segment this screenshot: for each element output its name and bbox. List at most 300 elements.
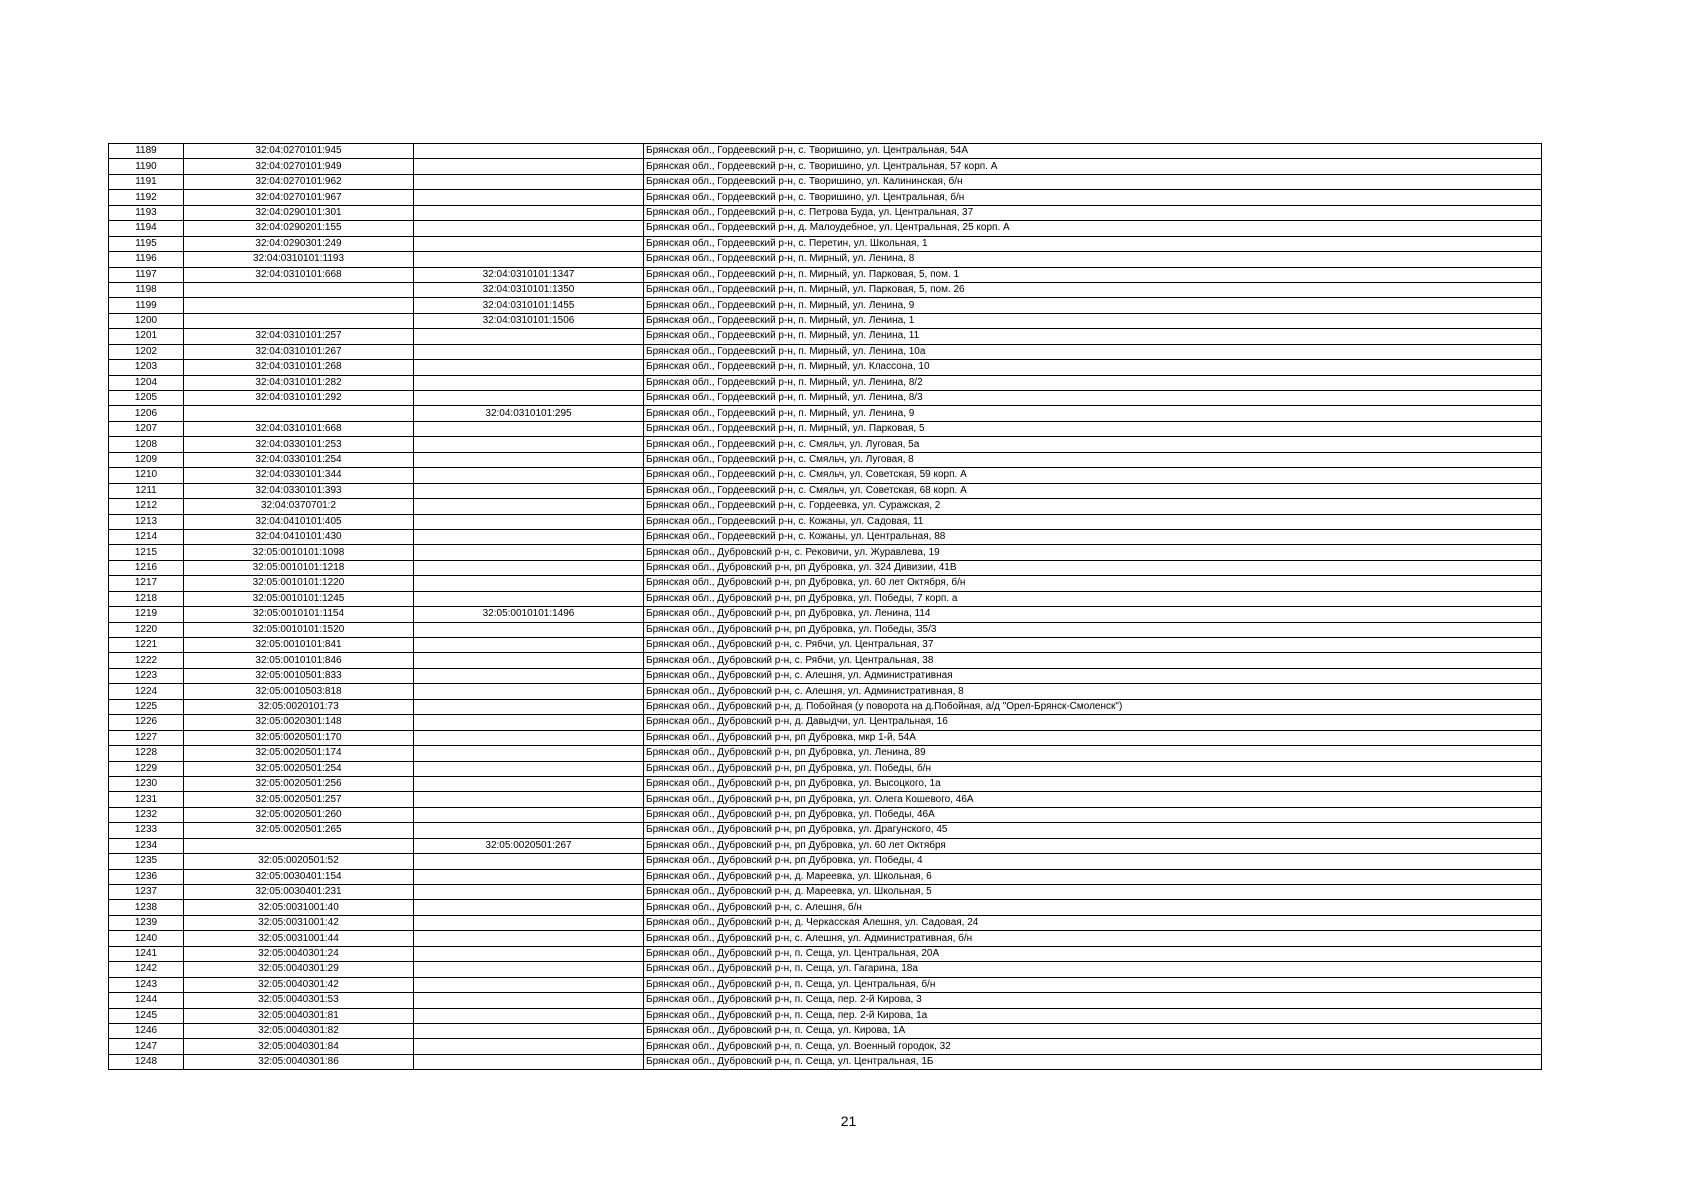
cadastral-number-cell: 32:04:0310101:292: [184, 391, 414, 406]
related-cadastral-number-cell: [414, 329, 644, 344]
table-row: [109, 545, 1542, 560]
table-row: [109, 622, 1542, 637]
address-cell: Брянская обл., Гордеевский р-н, с. Творишино, ул. Центральная, 54А: [644, 144, 1542, 159]
row-number-cell: 1230: [109, 776, 184, 791]
cadastral-number-cell: 32:04:0310101:267: [184, 344, 414, 359]
cadastral-number-cell: 32:04:0330101:254: [184, 452, 414, 467]
cadastral-number-cell: 32:05:0020501:256: [184, 776, 414, 791]
related-cadastral-number-cell: [414, 638, 644, 653]
registry-table-body: [109, 144, 1542, 1070]
cadastral-number-cell: 32:04:0410101:430: [184, 529, 414, 544]
row-number-cell: 1223: [109, 668, 184, 683]
table-row: [109, 715, 1542, 730]
related-cadastral-number-cell: [414, 560, 644, 575]
related-cadastral-number-cell: 32:04:0310101:295: [414, 406, 644, 421]
cadastral-number-cell: 32:05:0040301:53: [184, 993, 414, 1008]
related-cadastral-number-cell: [414, 576, 644, 591]
table-row: [109, 329, 1542, 344]
address-cell: Брянская обл., Дубровский р-н, рп Дубровка, ул. Победы, 4: [644, 854, 1542, 869]
related-cadastral-number-cell: 32:05:0010101:1496: [414, 607, 644, 622]
table-row: [109, 792, 1542, 807]
cadastral-number-cell: [184, 406, 414, 421]
related-cadastral-number-cell: [414, 499, 644, 514]
row-number-cell: 1236: [109, 869, 184, 884]
table-row: [109, 560, 1542, 575]
cadastral-number-cell: 32:05:0040301:84: [184, 1039, 414, 1054]
address-cell: Брянская обл., Гордеевский р-н, п. Мирный, ул. Ленина, 9: [644, 406, 1542, 421]
related-cadastral-number-cell: [414, 375, 644, 390]
row-number-cell: 1235: [109, 854, 184, 869]
row-number-cell: 1189: [109, 144, 184, 159]
table-row: [109, 607, 1542, 622]
cadastral-number-cell: [184, 298, 414, 313]
table-row: [109, 885, 1542, 900]
row-number-cell: 1196: [109, 252, 184, 267]
address-cell: Брянская обл., Дубровский р-н, п. Сеща, ул. Гагарина, 18а: [644, 962, 1542, 977]
row-number-cell: 1212: [109, 499, 184, 514]
row-number-cell: 1215: [109, 545, 184, 560]
row-number-cell: 1239: [109, 915, 184, 930]
table-row: [109, 591, 1542, 606]
related-cadastral-number-cell: [414, 684, 644, 699]
row-number-cell: 1226: [109, 715, 184, 730]
address-cell: Брянская обл., Дубровский р-н, с. Алешня, ул. Административная, б/н: [644, 931, 1542, 946]
table-row: [109, 807, 1542, 822]
row-number-cell: 1202: [109, 344, 184, 359]
address-cell: Брянская обл., Гордеевский р-н, п. Мирный, ул. Ленина, 8/2: [644, 375, 1542, 390]
address-cell: Брянская обл., Гордеевский р-н, с. Смяльч, ул. Луговая, 8: [644, 452, 1542, 467]
address-cell: Брянская обл., Дубровский р-н, д. Побойная (у поворота на д.Побойная, а/д "Орел-Брянск-Смоленск"): [644, 699, 1542, 714]
related-cadastral-number-cell: [414, 236, 644, 251]
address-cell: Брянская обл., Гордеевский р-н, п. Мирный, ул. Ленина, 8: [644, 252, 1542, 267]
table-row: [109, 391, 1542, 406]
table-row: [109, 452, 1542, 467]
row-number-cell: 1227: [109, 730, 184, 745]
row-number-cell: 1211: [109, 483, 184, 498]
related-cadastral-number-cell: [414, 221, 644, 236]
address-cell: Брянская обл., Дубровский р-н, рп Дубровка, ул. Победы, б/н: [644, 761, 1542, 776]
related-cadastral-number-cell: [414, 1008, 644, 1023]
cadastral-number-cell: 32:04:0270101:967: [184, 190, 414, 205]
row-number-cell: 1197: [109, 267, 184, 282]
table-row: [109, 931, 1542, 946]
related-cadastral-number-cell: [414, 174, 644, 189]
table-row: [109, 205, 1542, 220]
cadastral-number-cell: 32:05:0010101:1218: [184, 560, 414, 575]
related-cadastral-number-cell: [414, 668, 644, 683]
related-cadastral-number-cell: [414, 360, 644, 375]
table-row: [109, 344, 1542, 359]
table-row: [109, 437, 1542, 452]
row-number-cell: 1237: [109, 885, 184, 900]
cadastral-number-cell: 32:05:0010503:818: [184, 684, 414, 699]
cadastral-number-cell: [184, 838, 414, 853]
row-number-cell: 1207: [109, 421, 184, 436]
related-cadastral-number-cell: [414, 885, 644, 900]
row-number-cell: 1234: [109, 838, 184, 853]
address-cell: Брянская обл., Гордеевский р-н, с. Творишино, ул. Центральная, 57 корп. А: [644, 159, 1542, 174]
row-number-cell: 1205: [109, 391, 184, 406]
row-number-cell: 1219: [109, 607, 184, 622]
table-row: [109, 1008, 1542, 1023]
row-number-cell: 1246: [109, 1023, 184, 1038]
related-cadastral-number-cell: [414, 715, 644, 730]
row-number-cell: 1222: [109, 653, 184, 668]
address-cell: Брянская обл., Гордеевский р-н, с. Смяльч, ул. Советская, 68 корп. А: [644, 483, 1542, 498]
cadastral-number-cell: 32:05:0020501:52: [184, 854, 414, 869]
cadastral-number-cell: 32:05:0040301:86: [184, 1054, 414, 1069]
related-cadastral-number-cell: [414, 190, 644, 205]
cadastral-number-cell: 32:04:0370701:2: [184, 499, 414, 514]
cadastral-number-cell: 32:04:0310101:668: [184, 421, 414, 436]
row-number-cell: 1208: [109, 437, 184, 452]
address-cell: Брянская обл., Дубровский р-н, д. Мареевка, ул. Школьная, 6: [644, 869, 1542, 884]
row-number-cell: 1228: [109, 746, 184, 761]
table-row: [109, 962, 1542, 977]
address-cell: Брянская обл., Гордеевский р-н, п. Мирный, ул. Ленина, 10а: [644, 344, 1542, 359]
cadastral-number-cell: 32:05:0030401:154: [184, 869, 414, 884]
table-row: [109, 360, 1542, 375]
row-number-cell: 1218: [109, 591, 184, 606]
table-row: [109, 776, 1542, 791]
table-row: [109, 483, 1542, 498]
cadastral-number-cell: 32:04:0290201:155: [184, 221, 414, 236]
related-cadastral-number-cell: [414, 931, 644, 946]
address-cell: Брянская обл., Дубровский р-н, рп Дубровка, ул. Драгунского, 45: [644, 823, 1542, 838]
row-number-cell: 1203: [109, 360, 184, 375]
related-cadastral-number-cell: [414, 761, 644, 776]
row-number-cell: 1199: [109, 298, 184, 313]
cadastral-number-cell: 32:05:0040301:24: [184, 946, 414, 961]
row-number-cell: 1220: [109, 622, 184, 637]
cadastral-number-cell: 32:04:0290101:301: [184, 205, 414, 220]
cadastral-number-cell: 32:04:0310101:282: [184, 375, 414, 390]
cadastral-number-cell: 32:05:0010101:1098: [184, 545, 414, 560]
cadastral-number-cell: 32:05:0020501:174: [184, 746, 414, 761]
row-number-cell: 1209: [109, 452, 184, 467]
row-number-cell: 1210: [109, 468, 184, 483]
table-row: [109, 221, 1542, 236]
cadastral-number-cell: 32:05:0020501:257: [184, 792, 414, 807]
row-number-cell: 1244: [109, 993, 184, 1008]
related-cadastral-number-cell: [414, 962, 644, 977]
cadastral-number-cell: 32:04:0310101:268: [184, 360, 414, 375]
row-number-cell: 1201: [109, 329, 184, 344]
table-row: [109, 915, 1542, 930]
related-cadastral-number-cell: [414, 915, 644, 930]
address-cell: Брянская обл., Дубровский р-н, рп Дубровка, ул. Олега Кошевого, 46А: [644, 792, 1542, 807]
address-cell: Брянская обл., Гордеевский р-н, п. Мирный, ул. Ленина, 8/3: [644, 391, 1542, 406]
table-row: [109, 282, 1542, 297]
row-number-cell: 1216: [109, 560, 184, 575]
table-row: [109, 313, 1542, 328]
address-cell: Брянская обл., Дубровский р-н, п. Сеща, пер. 2-й Кирова, 3: [644, 993, 1542, 1008]
row-number-cell: 1225: [109, 699, 184, 714]
cadastral-number-cell: 32:05:0010101:1154: [184, 607, 414, 622]
related-cadastral-number-cell: [414, 823, 644, 838]
address-cell: Брянская обл., Гордеевский р-н, с. Смяльч, ул. Луговая, 5а: [644, 437, 1542, 452]
table-row: [109, 514, 1542, 529]
cadastral-number-cell: 32:05:0040301:42: [184, 977, 414, 992]
related-cadastral-number-cell: [414, 591, 644, 606]
related-cadastral-number-cell: [414, 452, 644, 467]
address-cell: Брянская обл., Гордеевский р-н, п. Мирный, ул. Парковая, 5: [644, 421, 1542, 436]
related-cadastral-number-cell: [414, 545, 644, 560]
row-number-cell: 1241: [109, 946, 184, 961]
row-number-cell: 1198: [109, 282, 184, 297]
row-number-cell: 1190: [109, 159, 184, 174]
table-row: [109, 730, 1542, 745]
table-row: [109, 838, 1542, 853]
related-cadastral-number-cell: 32:04:0310101:1455: [414, 298, 644, 313]
related-cadastral-number-cell: [414, 900, 644, 915]
row-number-cell: 1200: [109, 313, 184, 328]
cadastral-number-cell: 32:05:0031001:40: [184, 900, 414, 915]
address-cell: Брянская обл., Дубровский р-н, рп Дубровка, ул. 60 лет Октября, б/н: [644, 576, 1542, 591]
table-row: [109, 699, 1542, 714]
cadastral-number-cell: 32:04:0410101:405: [184, 514, 414, 529]
cadastral-number-cell: 32:04:0270101:962: [184, 174, 414, 189]
address-cell: Брянская обл., Гордеевский р-н, п. Мирный, ул. Парковая, 5, пом. 26: [644, 282, 1542, 297]
related-cadastral-number-cell: [414, 776, 644, 791]
related-cadastral-number-cell: [414, 468, 644, 483]
table-row: [109, 190, 1542, 205]
table-row: [109, 761, 1542, 776]
cadastral-number-cell: 32:04:0330101:253: [184, 437, 414, 452]
address-cell: Брянская обл., Дубровский р-н, с. Алешня, ул. Административная, 8: [644, 684, 1542, 699]
cadastral-number-cell: 32:05:0020501:265: [184, 823, 414, 838]
table-row: [109, 823, 1542, 838]
address-cell: Брянская обл., Гордеевский р-н, с. Гордеевка, ул. Суражская, 2: [644, 499, 1542, 514]
cadastral-number-cell: 32:04:0310101:257: [184, 329, 414, 344]
related-cadastral-number-cell: 32:04:0310101:1350: [414, 282, 644, 297]
address-cell: Брянская обл., Дубровский р-н, п. Сеща, ул. Центральная, 1Б: [644, 1054, 1542, 1069]
row-number-cell: 1233: [109, 823, 184, 838]
table-row: [109, 576, 1542, 591]
related-cadastral-number-cell: [414, 653, 644, 668]
related-cadastral-number-cell: [414, 391, 644, 406]
cadastral-number-cell: 32:05:0020501:170: [184, 730, 414, 745]
related-cadastral-number-cell: [414, 993, 644, 1008]
address-cell: Брянская обл., Гордеевский р-н, п. Мирный, ул. Классона, 10: [644, 360, 1542, 375]
cadastral-number-cell: 32:05:0010101:1520: [184, 622, 414, 637]
table-row: [109, 668, 1542, 683]
table-row: [109, 236, 1542, 251]
address-cell: Брянская обл., Дубровский р-н, с. Алешня, ул. Административная: [644, 668, 1542, 683]
row-number-cell: 1213: [109, 514, 184, 529]
address-cell: Брянская обл., Гордеевский р-н, д. Малоудебное, ул. Центральная, 25 корп. А: [644, 221, 1542, 236]
related-cadastral-number-cell: [414, 946, 644, 961]
cadastral-number-cell: 32:04:0330101:344: [184, 468, 414, 483]
cadastral-number-cell: 32:05:0020501:254: [184, 761, 414, 776]
table-row: [109, 1023, 1542, 1038]
address-cell: Брянская обл., Дубровский р-н, п. Сеща, ул. Кирова, 1А: [644, 1023, 1542, 1038]
cadastral-number-cell: 32:05:0030401:231: [184, 885, 414, 900]
row-number-cell: 1247: [109, 1039, 184, 1054]
cadastral-number-cell: [184, 313, 414, 328]
row-number-cell: 1214: [109, 529, 184, 544]
table-row: [109, 298, 1542, 313]
table-row: [109, 1039, 1542, 1054]
table-row: [109, 267, 1542, 282]
table-row: [109, 869, 1542, 884]
row-number-cell: 1245: [109, 1008, 184, 1023]
table-row: [109, 406, 1542, 421]
table-row: [109, 1054, 1542, 1069]
table-row: [109, 159, 1542, 174]
cadastral-number-cell: 32:04:0310101:668: [184, 267, 414, 282]
address-cell: Брянская обл., Дубровский р-н, с. Рековичи, ул. Журавлева, 19: [644, 545, 1542, 560]
row-number-cell: 1191: [109, 174, 184, 189]
related-cadastral-number-cell: [414, 1039, 644, 1054]
row-number-cell: 1229: [109, 761, 184, 776]
cadastral-number-cell: 32:05:0020101:73: [184, 699, 414, 714]
cadastral-number-cell: 32:04:0290301:249: [184, 236, 414, 251]
related-cadastral-number-cell: [414, 792, 644, 807]
address-cell: Брянская обл., Дубровский р-н, рп Дубровка, ул. Победы, 7 корп. а: [644, 591, 1542, 606]
related-cadastral-number-cell: [414, 1054, 644, 1069]
table-row: [109, 375, 1542, 390]
address-cell: Брянская обл., Гордеевский р-н, с. Кожаны, ул. Центральная, 88: [644, 529, 1542, 544]
related-cadastral-number-cell: [414, 730, 644, 745]
page-number: 21: [840, 1113, 857, 1129]
related-cadastral-number-cell: [414, 344, 644, 359]
address-cell: Брянская обл., Дубровский р-н, рп Дубровка, ул. Победы, 46А: [644, 807, 1542, 822]
cadastral-number-cell: 32:04:0270101:949: [184, 159, 414, 174]
related-cadastral-number-cell: [414, 977, 644, 992]
address-cell: Брянская обл., Гордеевский р-н, с. Кожаны, ул. Садовая, 11: [644, 514, 1542, 529]
address-cell: Брянская обл., Гордеевский р-н, п. Мирный, ул. Ленина, 11: [644, 329, 1542, 344]
cadastral-number-cell: 32:05:0010101:1245: [184, 591, 414, 606]
table-row: [109, 421, 1542, 436]
cadastral-number-cell: 32:05:0020501:260: [184, 807, 414, 822]
row-number-cell: 1217: [109, 576, 184, 591]
table-row: [109, 529, 1542, 544]
address-cell: Брянская обл., Гордеевский р-н, с. Творишино, ул. Калининская, б/н: [644, 174, 1542, 189]
row-number-cell: 1231: [109, 792, 184, 807]
address-cell: Брянская обл., Дубровский р-н, п. Сеща, ул. Центральная, б/н: [644, 977, 1542, 992]
table-row: [109, 252, 1542, 267]
related-cadastral-number-cell: 32:04:0310101:1347: [414, 267, 644, 282]
row-number-cell: 1240: [109, 931, 184, 946]
address-cell: Брянская обл., Дубровский р-н, рп Дубровка, ул. Ленина, 89: [644, 746, 1542, 761]
table-row: [109, 684, 1542, 699]
related-cadastral-number-cell: [414, 144, 644, 159]
row-number-cell: 1243: [109, 977, 184, 992]
address-cell: Брянская обл., Дубровский р-н, п. Сеща, ул. Военный городок, 32: [644, 1039, 1542, 1054]
cadastral-number-cell: [184, 282, 414, 297]
related-cadastral-number-cell: [414, 159, 644, 174]
row-number-cell: 1238: [109, 900, 184, 915]
cadastral-number-cell: 32:05:0010501:833: [184, 668, 414, 683]
related-cadastral-number-cell: [414, 1023, 644, 1038]
row-number-cell: 1204: [109, 375, 184, 390]
table-row: [109, 638, 1542, 653]
address-cell: Брянская обл., Дубровский р-н, с. Алешня, б/н: [644, 900, 1542, 915]
cadastral-number-cell: 32:05:0010101:841: [184, 638, 414, 653]
related-cadastral-number-cell: [414, 699, 644, 714]
table-row: [109, 653, 1542, 668]
table-row: [109, 946, 1542, 961]
table-row: [109, 746, 1542, 761]
row-number-cell: 1232: [109, 807, 184, 822]
address-cell: Брянская обл., Гордеевский р-н, с. Перетин, ул. Школьная, 1: [644, 236, 1542, 251]
address-cell: Брянская обл., Дубровский р-н, рп Дубровка, мкр 1-й, 54А: [644, 730, 1542, 745]
row-number-cell: 1248: [109, 1054, 184, 1069]
cadastral-number-cell: 32:05:0020301:148: [184, 715, 414, 730]
address-cell: Брянская обл., Гордеевский р-н, п. Мирный, ул. Ленина, 9: [644, 298, 1542, 313]
cadastral-number-cell: 32:05:0031001:42: [184, 915, 414, 930]
related-cadastral-number-cell: [414, 529, 644, 544]
table-row: [109, 144, 1542, 159]
related-cadastral-number-cell: [414, 205, 644, 220]
cadastral-number-cell: 32:05:0010101:846: [184, 653, 414, 668]
address-cell: Брянская обл., Дубровский р-н, рп Дубровка, ул. Победы, 35/3: [644, 622, 1542, 637]
address-cell: Брянская обл., Дубровский р-н, с. Рябчи, ул. Центральная, 38: [644, 653, 1542, 668]
address-cell: Брянская обл., Дубровский р-н, рп Дубровка, ул. 60 лет Октября: [644, 838, 1542, 853]
cadastral-number-cell: 32:04:0330101:393: [184, 483, 414, 498]
related-cadastral-number-cell: [414, 421, 644, 436]
address-cell: Брянская обл., Гордеевский р-н, с. Петрова Буда, ул. Центральная, 37: [644, 205, 1542, 220]
related-cadastral-number-cell: [414, 514, 644, 529]
address-cell: Брянская обл., Дубровский р-н, рп Дубровка, ул. 324 Дивизии, 41В: [644, 560, 1542, 575]
related-cadastral-number-cell: [414, 854, 644, 869]
table-row: [109, 993, 1542, 1008]
registry-table: [108, 143, 1542, 1070]
table-row: [109, 499, 1542, 514]
address-cell: Брянская обл., Гордеевский р-н, с. Творишино, ул. Центральная, б/н: [644, 190, 1542, 205]
cadastral-number-cell: 32:05:0040301:29: [184, 962, 414, 977]
row-number-cell: 1221: [109, 638, 184, 653]
address-cell: Брянская обл., Дубровский р-н, с. Рябчи, ул. Центральная, 37: [644, 638, 1542, 653]
cadastral-number-cell: 32:04:0310101:1193: [184, 252, 414, 267]
address-cell: Брянская обл., Гордеевский р-н, с. Смяльч, ул. Советская, 59 корп. А: [644, 468, 1542, 483]
table-row: [109, 174, 1542, 189]
address-cell: Брянская обл., Дубровский р-н, рп Дубровка, ул. Высоцкого, 1а: [644, 776, 1542, 791]
address-cell: Брянская обл., Дубровский р-н, д. Мареевка, ул. Школьная, 5: [644, 885, 1542, 900]
row-number-cell: 1194: [109, 221, 184, 236]
related-cadastral-number-cell: [414, 252, 644, 267]
related-cadastral-number-cell: [414, 807, 644, 822]
related-cadastral-number-cell: [414, 622, 644, 637]
related-cadastral-number-cell: [414, 483, 644, 498]
address-cell: Брянская обл., Гордеевский р-н, п. Мирный, ул. Парковая, 5, пом. 1: [644, 267, 1542, 282]
row-number-cell: 1195: [109, 236, 184, 251]
row-number-cell: 1193: [109, 205, 184, 220]
row-number-cell: 1224: [109, 684, 184, 699]
row-number-cell: 1242: [109, 962, 184, 977]
cadastral-number-cell: 32:04:0270101:945: [184, 144, 414, 159]
related-cadastral-number-cell: 32:05:0020501:267: [414, 838, 644, 853]
related-cadastral-number-cell: [414, 869, 644, 884]
address-cell: Брянская обл., Дубровский р-н, д. Давыдчи, ул. Центральная, 16: [644, 715, 1542, 730]
address-cell: Брянская обл., Дубровский р-н, д. Черкасская Алешня, ул. Садовая, 24: [644, 915, 1542, 930]
row-number-cell: 1206: [109, 406, 184, 421]
address-cell: Брянская обл., Дубровский р-н, п. Сеща, ул. Центральная, 20А: [644, 946, 1542, 961]
related-cadastral-number-cell: [414, 746, 644, 761]
cadastral-number-cell: 32:05:0040301:81: [184, 1008, 414, 1023]
table-row: [109, 900, 1542, 915]
related-cadastral-number-cell: 32:04:0310101:1506: [414, 313, 644, 328]
cadastral-number-cell: 32:05:0040301:82: [184, 1023, 414, 1038]
table-row: [109, 977, 1542, 992]
address-cell: Брянская обл., Гордеевский р-н, п. Мирный, ул. Ленина, 1: [644, 313, 1542, 328]
cadastral-number-cell: 32:05:0031001:44: [184, 931, 414, 946]
address-cell: Брянская обл., Дубровский р-н, п. Сеща, пер. 2-й Кирова, 1а: [644, 1008, 1542, 1023]
row-number-cell: 1192: [109, 190, 184, 205]
cadastral-number-cell: 32:05:0010101:1220: [184, 576, 414, 591]
related-cadastral-number-cell: [414, 437, 644, 452]
